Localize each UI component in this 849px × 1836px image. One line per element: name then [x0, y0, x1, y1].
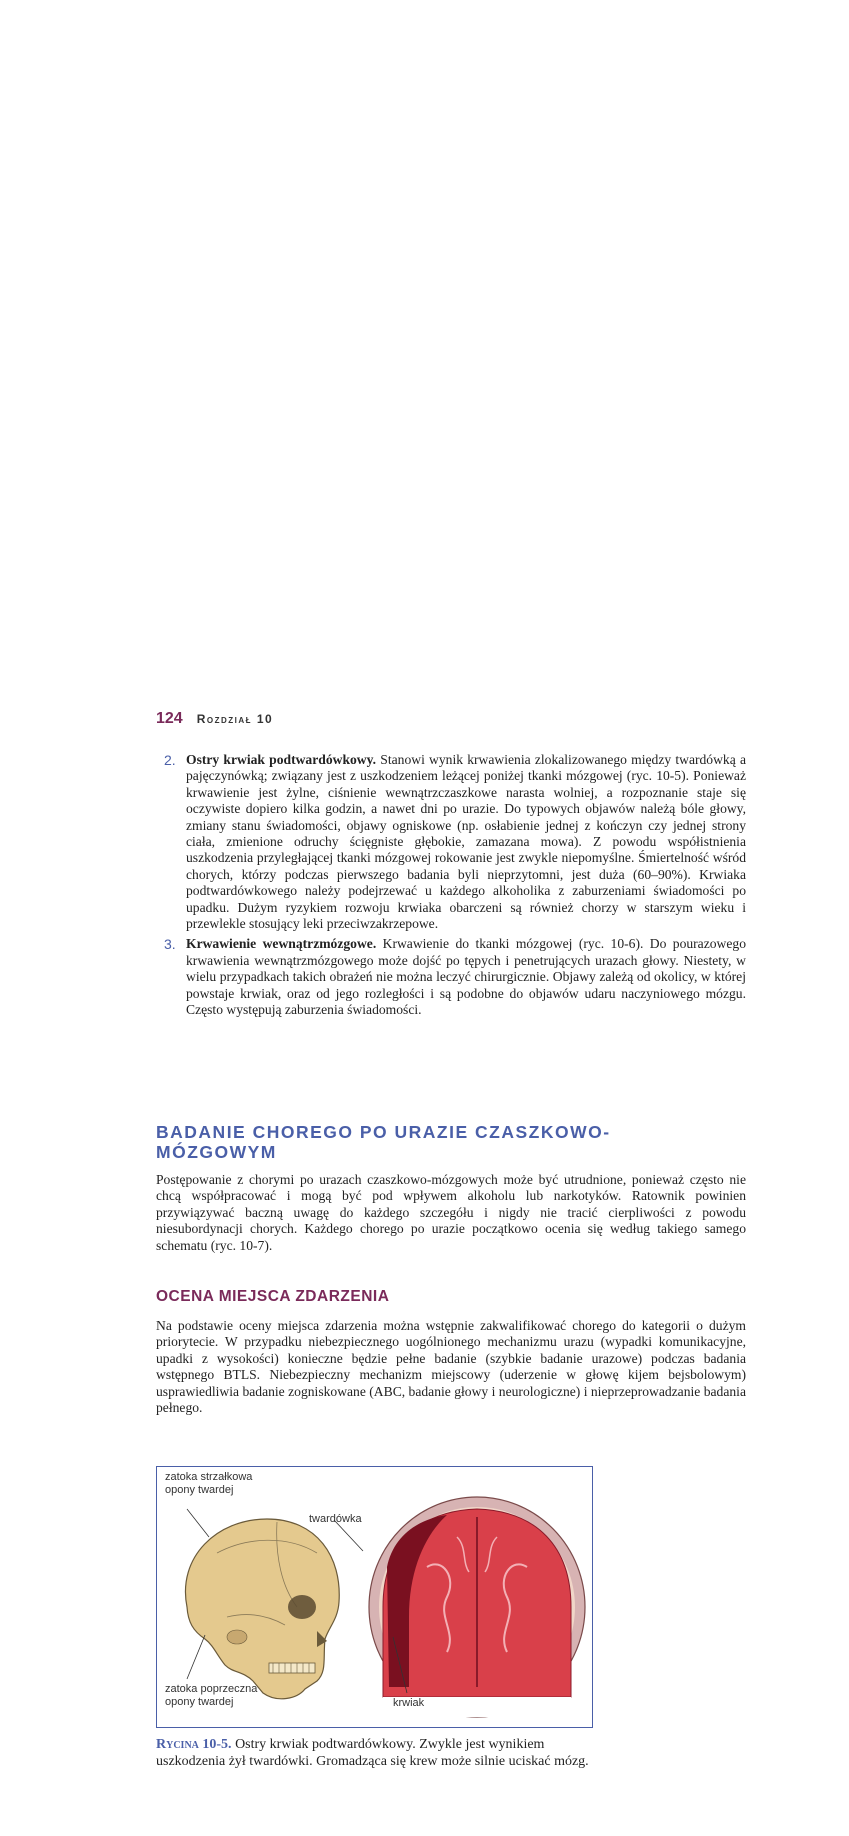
subsection-paragraph: Na podstawie oceny miejsca zdarzenia można wstępnie zakwalifikować chorego do kategorii o dużym priorytecie. W przypadku niebezpiecznego uogólnionego mechanizmu urazu (wypadki komunikacyjne, upadki z wysokości) konieczne będzie pełne badanie (szybkie badanie urazowe) podczas badania wstępnego BTLS. Niebezpieczny mechanizm miejscowy (uderzenie w głowę kijem bejsbolowym) usprawiedliwia badanie zogniskowane (ABC, badanie głowy i neurologiczne) i nieprzeprowadzanie badania pełnego. [156, 1318, 746, 1416]
list-item-number: 2. [164, 752, 176, 768]
list-item [156, 752, 746, 932]
label-transverse-sinus: zatoka poprzeczna opony twardej [165, 1683, 258, 1708]
figure-caption [156, 1736, 596, 1770]
label-hematoma: krwiak [393, 1697, 425, 1709]
list-item-number: 3. [164, 936, 176, 953]
section-heading: BADANIE CHOREGO PO URAZIE CZASZKOWO-MÓZGOWYM [156, 1122, 611, 1162]
list-item-lead: Krwawienie wewnątrzmózgowe. [186, 936, 377, 952]
section-intro-paragraph: Postępowanie z chorymi po urazach czaszkowo-mózgowych może być utrudnione, ponieważ często nie chcą współpracować i mogą być pod wpływem alkoholu lub narkotyków. Ratownik powinien przywiązywać baczną uwagę do każdego szczegółu i nigdy nie tracić cierpliwości z powodu niesubordynacji chorych. Każdego chorego po urazie początkowo ocenia się według takiego samego schematu (ryc. 10-7). [156, 1172, 746, 1253]
figure-illustration [156, 1466, 593, 1728]
subsection-heading: OCENA MIEJSCA ZDARZENIA [156, 1288, 390, 1305]
brain-section-drawing [369, 1497, 585, 1717]
chapter-title: Rozdział 10 [196, 712, 274, 726]
numbered-list [156, 752, 746, 1023]
skull-drawing [185, 1519, 339, 1699]
list-item-lead: Ostry krwiak podtwardówkowy. [186, 752, 377, 767]
label-sagittal-sinus: zatoka strzałkowa opony twardej [165, 1471, 253, 1496]
running-head [156, 710, 273, 728]
list-item [156, 936, 746, 1018]
list-item-text: Stanowi wynik krwawienia zlokalizowanego między twardówką a pajęczynówką; związany jest z uszkodzeniem leżącej poniżej tkanki mózgowej (ryc. 10-5). Ponieważ krwawienie jest żylne, ciśnienie wewnątrzczaszkowe narasta wolniej, a rozpoznanie staje się oczywiste dopiero kilka godzin, a nawet dni po urazie. Do typowych objawów należą bóle głowy, zmiany stanu świadomości, objawy ogniskowe (np. osłabienie jednej z kończyn czy jednej strony ciała, zmienione odruchy ścięgniste głębokie, zamazana mowa). Z powodu współistnienia uszkodzenia przyległającej tkanki mózgowej rokowanie jest zwykle niepomyślne. Śmiertelność wśród chorych, którzy podczas pierwszego badania byli nieprzytomni, jest duża (60–90%). Krwiaka podtwardówkowego należy podejrzewać u każdego alkoholika z zaburzeniami świadomości po upadku. Dużym ryzykiem rozwoju krwiaka obarczeni są również chorzy w starszym wieku i przewlekle stosujący leki przeciwzakrzepowe. [186, 752, 746, 932]
figure-caption-text: Ostry krwiak podtwardówkowy. Zwykle jest wynikiem uszkodzenia żył twardówki. Gromadząca się krew może silnie uciskać mózg. [156, 1737, 589, 1769]
label-dura: twardówka [309, 1513, 362, 1525]
page-number: 124 [156, 710, 183, 727]
figure-caption-id: Rycina 10-5. [156, 1737, 232, 1752]
list-item-text: Krwawienie do tkanki mózgowej (ryc. 10-6). Do pourazowego krwawienia wewnątrzmózgowego może dojść po tępych i penetrujących urazach głowy. Niestety, w wielu przypadkach takich obrażeń nie można leczyć chirurgicznie. Objawy zależą od okolicy, w której powstaje krwiak, oraz od jego rozległości i są podobne do objawów udaru naczyniowego mózgu. Często występują zaburzenia świadomości. [186, 936, 746, 1018]
